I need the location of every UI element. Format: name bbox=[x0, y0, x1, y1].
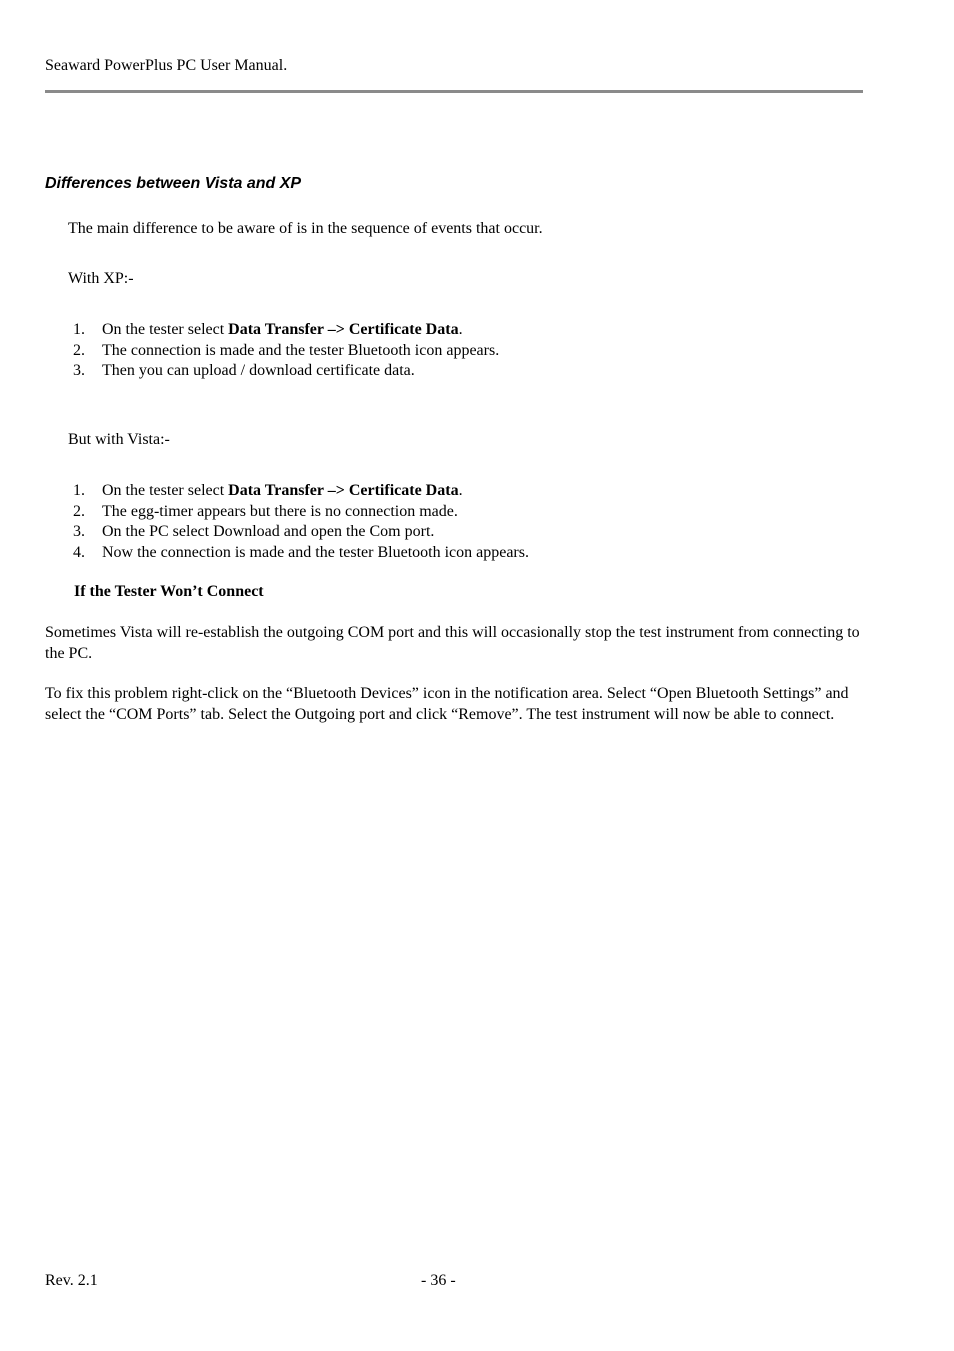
footer-revision: Rev. 2.1 bbox=[45, 1272, 98, 1289]
running-header-title: Seaward PowerPlus PC User Manual. bbox=[45, 57, 288, 74]
list-text: The connection is made and the tester Bluetooth icon appears. bbox=[102, 341, 500, 359]
list-number: 4. bbox=[73, 543, 85, 561]
list-text: Then you can upload / download certificate data. bbox=[102, 362, 415, 379]
list-text: Now the connection is made and the tester Bluetooth icon appears. bbox=[102, 543, 529, 561]
footer-page-number: - 36 - bbox=[421, 1272, 456, 1289]
vista-label: But with Vista:- bbox=[68, 431, 170, 448]
xp-label: With XP:- bbox=[68, 270, 134, 287]
section-heading: Differences between Vista and XP bbox=[45, 175, 302, 192]
list-number: 3. bbox=[73, 523, 85, 540]
list-text: The egg-timer appears but there is no connection made. bbox=[102, 502, 458, 520]
list-text: On the tester select Data Transfer –> Certificate Data. bbox=[102, 321, 463, 338]
header-divider bbox=[45, 90, 863, 93]
list-text: On the PC select Download and open the Com port. bbox=[102, 523, 435, 540]
paragraph-fix-instructions: To fix this problem right-click on the “Bluetooth Devices” icon in the notification area. Select “Open Bluetooth Settings” and select the “COM Ports” tab. Select the Outgoing port and click “Remove”. The test instrument will now be able to connect. bbox=[45, 685, 849, 723]
list-text: On the tester select Data Transfer –> Certificate Data. bbox=[102, 482, 463, 499]
list-number: 2. bbox=[73, 341, 85, 359]
list-number: 1. bbox=[73, 482, 85, 499]
list-number: 3. bbox=[73, 362, 85, 379]
list-number: 2. bbox=[73, 502, 85, 520]
paragraph-com-port-issue: Sometimes Vista will re-establish the outgoing COM port and this will occasionally stop the test instrument from connecting to the PC. bbox=[45, 624, 860, 662]
list-number: 1. bbox=[73, 321, 85, 338]
subheading-tester-wont-connect: If the Tester Won’t Connect bbox=[74, 583, 264, 600]
intro-paragraph: The main difference to be aware of is in the sequence of events that occur. bbox=[68, 220, 543, 237]
